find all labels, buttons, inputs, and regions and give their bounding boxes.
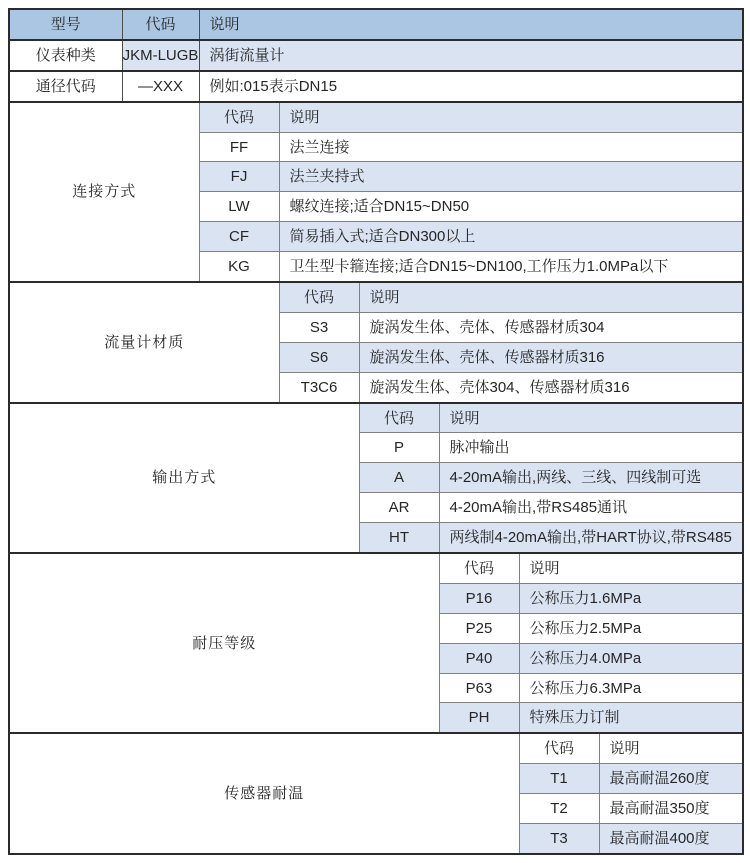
desc-cell: 旋涡发生体、壳体、传感器材质304 bbox=[359, 312, 743, 342]
section-output-header-row bbox=[9, 403, 743, 433]
section-label-material: 流量计材质 bbox=[9, 282, 279, 403]
table-header-row bbox=[9, 9, 743, 40]
nested-header-desc: 说明 bbox=[279, 102, 743, 132]
desc-cell: 螺纹连接;适合DN15~DN50 bbox=[279, 192, 743, 222]
section-connection-header-row bbox=[9, 102, 743, 132]
section-pressure-header-row bbox=[9, 553, 743, 583]
section-label-temperature: 传感器耐温 bbox=[9, 733, 519, 854]
nested-header-desc: 说明 bbox=[599, 733, 743, 763]
code-cell: T3 bbox=[519, 824, 599, 854]
nested-header-code: 代码 bbox=[439, 553, 519, 583]
desc-cell: 旋涡发生体、壳体304、传感器材质316 bbox=[359, 372, 743, 402]
nested-header-code: 代码 bbox=[199, 102, 279, 132]
desc-cell: 法兰连接 bbox=[279, 132, 743, 162]
nested-header-code: 代码 bbox=[359, 403, 439, 433]
column-header-desc: 说明 bbox=[199, 9, 743, 40]
desc-cell: 卫生型卡箍连接;适合DN15~DN100,工作压力1.0MPa以下 bbox=[279, 252, 743, 282]
desc-cell: 最高耐温260度 bbox=[599, 764, 743, 794]
desc-cell: 脉冲输出 bbox=[439, 433, 743, 463]
section-material-header-row bbox=[9, 282, 743, 312]
section-label-output: 输出方式 bbox=[9, 403, 359, 553]
row-label-diameter-code: 通径代码 bbox=[9, 71, 122, 102]
code-cell: P63 bbox=[439, 673, 519, 703]
code-cell: P bbox=[359, 433, 439, 463]
row-label-instrument-type: 仪表种类 bbox=[9, 40, 122, 71]
code-cell: P25 bbox=[439, 613, 519, 643]
row-desc-diameter-code: 例如:015表示DN15 bbox=[199, 71, 743, 102]
desc-cell: 旋涡发生体、壳体、传感器材质316 bbox=[359, 342, 743, 372]
section-label-pressure: 耐压等级 bbox=[9, 553, 439, 733]
code-cell: HT bbox=[359, 523, 439, 553]
section-temperature-header-row bbox=[9, 733, 743, 763]
code-cell: T1 bbox=[519, 764, 599, 794]
code-cell: KG bbox=[199, 252, 279, 282]
desc-cell: 两线制4-20mA输出,带HART协议,带RS485 bbox=[439, 523, 743, 553]
section-label-connection: 连接方式 bbox=[9, 102, 199, 282]
desc-cell: 公称压力6.3MPa bbox=[519, 673, 743, 703]
nested-header-desc: 说明 bbox=[519, 553, 743, 583]
column-header-code: 代码 bbox=[122, 9, 199, 40]
desc-cell: 公称压力2.5MPa bbox=[519, 613, 743, 643]
code-cell: PH bbox=[439, 703, 519, 733]
desc-cell: 特殊压力订制 bbox=[519, 703, 743, 733]
desc-cell: 简易插入式;适合DN300以上 bbox=[279, 222, 743, 252]
desc-cell: 最高耐温350度 bbox=[599, 794, 743, 824]
code-cell: P40 bbox=[439, 643, 519, 673]
desc-cell: 法兰夹持式 bbox=[279, 162, 743, 192]
desc-cell: 4-20mA输出,两线、三线、四线制可选 bbox=[439, 463, 743, 493]
code-cell: A bbox=[359, 463, 439, 493]
table-row bbox=[9, 40, 743, 71]
nested-header-code: 代码 bbox=[519, 733, 599, 763]
code-cell: LW bbox=[199, 192, 279, 222]
row-desc-instrument-type: 涡街流量计 bbox=[199, 40, 743, 71]
model-selection-table bbox=[8, 8, 744, 855]
code-cell: P16 bbox=[439, 583, 519, 613]
code-cell: CF bbox=[199, 222, 279, 252]
code-cell: AR bbox=[359, 493, 439, 523]
code-cell: FF bbox=[199, 132, 279, 162]
desc-cell: 4-20mA输出,带RS485通讯 bbox=[439, 493, 743, 523]
code-cell: S3 bbox=[279, 312, 359, 342]
code-cell: FJ bbox=[199, 162, 279, 192]
code-cell: T3C6 bbox=[279, 372, 359, 402]
nested-header-code: 代码 bbox=[279, 282, 359, 312]
desc-cell: 公称压力1.6MPa bbox=[519, 583, 743, 613]
desc-cell: 公称压力4.0MPa bbox=[519, 643, 743, 673]
code-cell: T2 bbox=[519, 794, 599, 824]
nested-header-desc: 说明 bbox=[439, 403, 743, 433]
code-cell: S6 bbox=[279, 342, 359, 372]
desc-cell: 最高耐温400度 bbox=[599, 824, 743, 854]
nested-header-desc: 说明 bbox=[359, 282, 743, 312]
row-code-instrument-type: JKM-LUGB bbox=[122, 40, 199, 71]
table-row bbox=[9, 71, 743, 102]
row-code-diameter-code: —XXX bbox=[122, 71, 199, 102]
column-header-model: 型号 bbox=[9, 9, 122, 40]
